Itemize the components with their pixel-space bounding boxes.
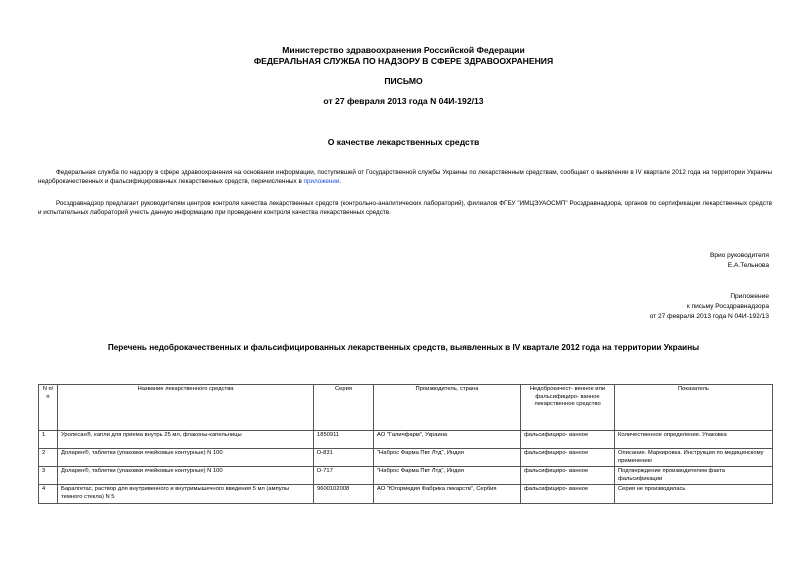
appendix-ref: к письму Росздравнадзора <box>686 303 769 310</box>
row-name: Доларен®, таблетки (упаковки ячейковые контурные) N 100 <box>58 449 314 467</box>
body-paragraph-2: Росздравнадзор предлагает руководителям центров контроля качества лекарственных средств (контрольно-аналитических лабораторий), филиалов ФГБУ "ИМЦЭУАОСМП" Росздравнадзора, органов по сертификации лекарственных средств и испытательных лабораторий учесть данную информацию при проведении контроля качества лекарственных средств. <box>38 200 772 216</box>
row-name: Доларен®, таблетки (упаковки ячейковые контурные) N 100 <box>58 467 314 485</box>
signature-name: Е.А.Тельнова <box>727 262 769 269</box>
table-row <box>39 467 773 485</box>
row-quality: фальсифициро- ванное <box>521 431 615 449</box>
header-manufacturer: Производитель, страна <box>374 385 521 431</box>
doc-type: ПИСЬМО <box>384 76 423 86</box>
header-service: ФЕДЕРАЛЬНАЯ СЛУЖБА ПО НАДЗОРУ В СФЕРЕ ЗДРАВООХРАНЕНИЯ <box>253 56 554 66</box>
header-ministry: Министерство здравоохранения Российской Федерации <box>282 45 525 55</box>
doc-date-number: от 27 февраля 2013 года N 04И-192/13 <box>323 96 484 106</box>
row-series: D-717 <box>314 467 374 485</box>
row-num: 1 <box>39 431 58 449</box>
row-name: Уролесан®, капли для приема внутрь 25 мл, флаконы-капельницы <box>58 431 314 449</box>
row-num: 3 <box>39 467 58 485</box>
appendix-date: от 27 февраля 2013 года N 04И-192/13 <box>649 313 769 320</box>
row-quality: фальсифициро- ванное <box>521 449 615 467</box>
body-paragraph-1 <box>38 168 772 186</box>
row-indicator: Количественное определение. Упаковка <box>615 431 773 449</box>
row-series: 1850911 <box>314 431 374 449</box>
doc-subject: О качестве лекарственных средств <box>327 137 480 147</box>
header-quality: Недоброкачест- венное или фальсифициро- ванное лекарственное средство <box>521 385 615 431</box>
row-manufacturer: АО "Галичфарм", Украина <box>374 431 521 449</box>
table-row <box>39 431 773 449</box>
row-manufacturer: АО "Югормедия Фабрика лекарств", Сербия <box>374 485 521 503</box>
table-row <box>39 449 773 467</box>
row-manufacturer: "Нaброс Фарма Пвт Лтд", Индия <box>374 467 521 485</box>
row-indicator: Серия не производилась <box>615 485 773 503</box>
table-header-row <box>39 385 773 431</box>
row-quality: фальсифициро- ванное <box>521 485 615 503</box>
appendix-title: Перечень недоброкачественных и фальсифицированных лекарственных средств, выявленных в IV квартале 2012 года на территории Украины <box>107 343 700 352</box>
row-indicator: Описание. Маркировка. Инструкция по медицинскому применению <box>615 449 773 467</box>
row-num: 4 <box>39 485 58 503</box>
drugs-table <box>38 384 773 504</box>
row-indicator: Подтверждение производителем факта фальсификации <box>615 467 773 485</box>
para1-text: Федеральная служба по надзору в сфере здравоохранения на основании информации, поступившей от Государственной службы Украины по лекарственным средствам, сообщает о выявлении в IV квартале 2012 года на территории Украины недоброкачественных и фальсифицированных лекарственных средств, перечисленных в <box>38 169 772 185</box>
row-name: Баралгетас, раствор для внутривенного и внутримышечного введения 5 мл (ампулы темного стекла) N 5 <box>58 485 314 503</box>
header-num: N п/п <box>39 385 58 431</box>
row-num: 2 <box>39 449 58 467</box>
header-indicator: Показатель <box>615 385 773 431</box>
table-row <box>39 485 773 503</box>
row-quality: фальсифициро- ванное <box>521 467 615 485</box>
row-manufacturer: "Нaброс Фарма Пвт Лтд", Индия <box>374 449 521 467</box>
header-name: Название лекарственного средства <box>58 385 314 431</box>
appendix-label: Приложение <box>730 293 769 300</box>
row-series: 9600102008 <box>314 485 374 503</box>
signature-position: Врио руководителя <box>709 252 769 259</box>
para1-end: . <box>339 178 342 185</box>
appendix-link[interactable]: приложении <box>303 178 340 185</box>
header-series: Серия <box>314 385 374 431</box>
row-series: D-831 <box>314 449 374 467</box>
